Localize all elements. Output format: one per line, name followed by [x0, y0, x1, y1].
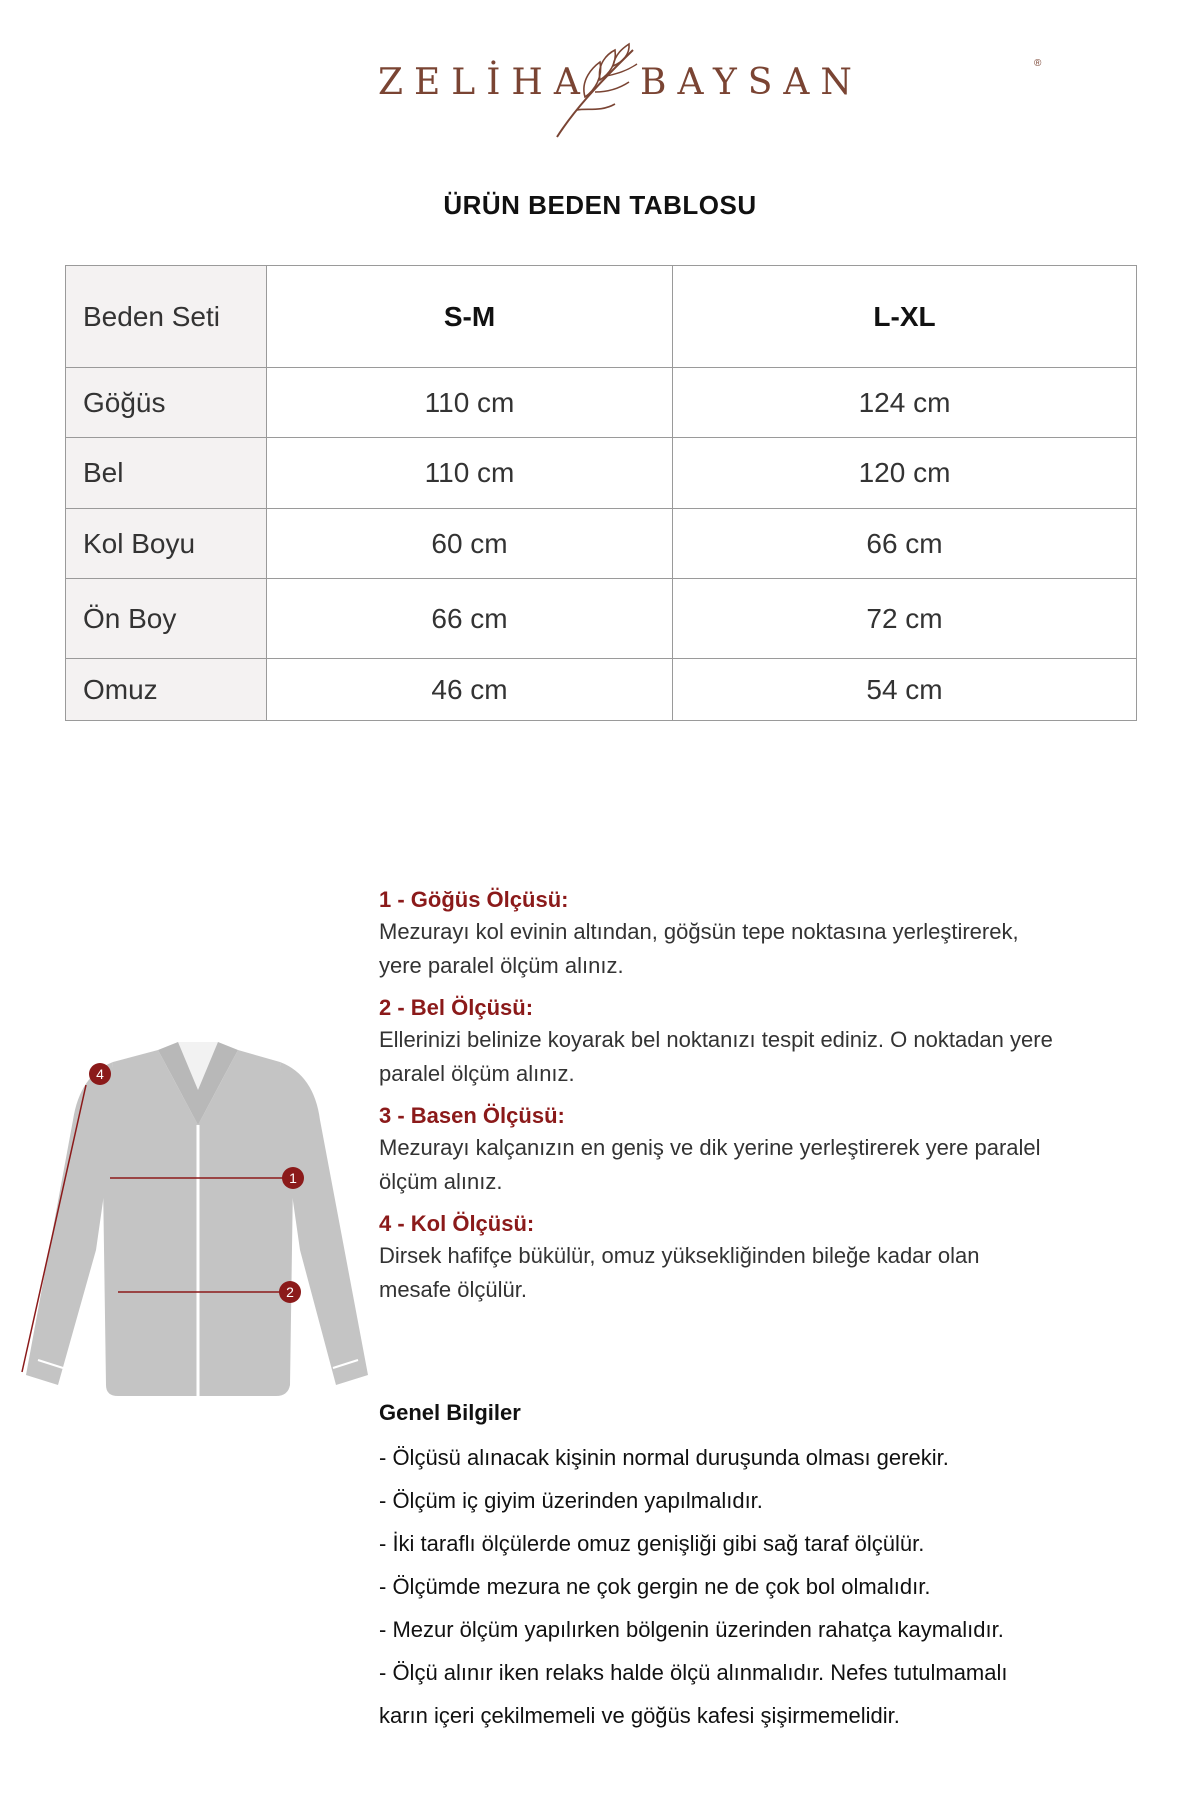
- svg-text:1: 1: [289, 1170, 297, 1186]
- list-item: - Ölçüsü alınacak kişinin normal duruşunda olması gerekir.: [379, 1445, 949, 1470]
- table-row: [66, 579, 1137, 659]
- header-size-lxl: L-XL: [673, 266, 1137, 368]
- table-row: [66, 438, 1137, 509]
- step-description: [379, 1131, 1139, 1199]
- table-row: [66, 509, 1137, 579]
- step-heading: 4 - Kol Ölçüsü:: [379, 1211, 535, 1236]
- leaf-branch-icon: [545, 42, 655, 142]
- row-label: Kol Boyu: [66, 509, 267, 579]
- svg-text:2: 2: [286, 1284, 294, 1300]
- row-label: Omuz: [66, 659, 267, 721]
- row-value-sm: 60 cm: [267, 509, 673, 579]
- list-item: - Ölçüm iç giyim üzerinden yapılmalıdır.: [379, 1488, 763, 1513]
- page-title: ÜRÜN BEDEN TABLOSU: [443, 190, 757, 220]
- row-value-sm: 110 cm: [267, 438, 673, 509]
- step-sleeve: [379, 1209, 1139, 1307]
- row-label: Göğüs: [66, 368, 267, 438]
- shirt-diagram: [18, 1030, 378, 1410]
- marker-1: [282, 1167, 304, 1189]
- shirt-silhouette: [26, 1042, 368, 1396]
- table-header-row: [66, 266, 1137, 368]
- step-line: yere paralel ölçüm alınız.: [379, 953, 624, 978]
- header-label-cell: Beden Seti: [66, 266, 267, 368]
- step-line: Mezurayı kalçanızın en geniş ve dik yerine yerleştirerek yere paralel: [379, 1135, 1041, 1160]
- brand-name-left: ZELİHA: [378, 62, 591, 103]
- row-value-sm: 110 cm: [267, 368, 673, 438]
- brand-name-right: BAYSAN: [640, 62, 863, 103]
- marker-2: [279, 1281, 301, 1303]
- row-value-sm: 46 cm: [267, 659, 673, 721]
- step-hip: [379, 1101, 1139, 1199]
- header-size-sm: S-M: [267, 266, 673, 368]
- row-value-lxl: 72 cm: [673, 579, 1137, 659]
- step-heading: 2 - Bel Ölçüsü:: [379, 995, 534, 1020]
- table-row: [66, 368, 1137, 438]
- step-line: Mezurayı kol evinin altından, göğsün tepe noktasına yerleştirerek,: [379, 919, 1019, 944]
- step-description: [379, 1239, 1139, 1307]
- measurement-instructions: [379, 885, 1139, 1317]
- row-value-lxl: 54 cm: [673, 659, 1137, 721]
- size-table: [65, 265, 1137, 721]
- step-chest: [379, 885, 1139, 983]
- row-label: Ön Boy: [66, 579, 267, 659]
- general-heading: Genel Bilgiler: [379, 1400, 521, 1425]
- list-item: - İki taraflı ölçülerde omuz genişliği gibi sağ taraf ölçülür.: [379, 1531, 925, 1556]
- row-label: Bel: [66, 438, 267, 509]
- row-value-sm: 66 cm: [267, 579, 673, 659]
- list-item: - Mezur ölçüm yapılırken bölgenin üzerinden rahatça kaymalıdır.: [379, 1617, 1004, 1642]
- step-line: Ellerinizi belinize koyarak bel noktanızı tespit ediniz. O noktadan yere: [379, 1027, 1053, 1052]
- step-waist: [379, 993, 1139, 1091]
- step-line: paralel ölçüm alınız.: [379, 1061, 575, 1086]
- registered-mark: ®: [1034, 58, 1042, 69]
- step-description: [379, 1023, 1139, 1091]
- step-line: ölçüm alınız.: [379, 1169, 503, 1194]
- step-description: [379, 915, 1139, 983]
- row-value-lxl: 120 cm: [673, 438, 1137, 509]
- table-row: [66, 659, 1137, 721]
- step-heading: 3 - Basen Ölçüsü:: [379, 1103, 565, 1128]
- svg-text:4: 4: [96, 1066, 104, 1082]
- general-info: [379, 1400, 1159, 1737]
- list-item: - Ölçü alınır iken relaks halde ölçü alınmalıdır. Nefes tutulmamalı: [379, 1660, 1008, 1685]
- marker-4: [89, 1063, 111, 1085]
- row-value-lxl: 124 cm: [673, 368, 1137, 438]
- step-line: Dirsek hafifçe bükülür, omuz yüksekliğinden bileğe kadar olan: [379, 1243, 980, 1268]
- step-line: mesafe ölçülür.: [379, 1277, 527, 1302]
- list-item: karın içeri çekilmemeli ve göğüs kafesi şişirmemelidir.: [379, 1703, 900, 1728]
- row-value-lxl: 66 cm: [673, 509, 1137, 579]
- list-item: - Ölçümde mezura ne çok gergin ne de çok bol olmalıdır.: [379, 1574, 931, 1599]
- step-heading: 1 - Göğüs Ölçüsü:: [379, 887, 569, 912]
